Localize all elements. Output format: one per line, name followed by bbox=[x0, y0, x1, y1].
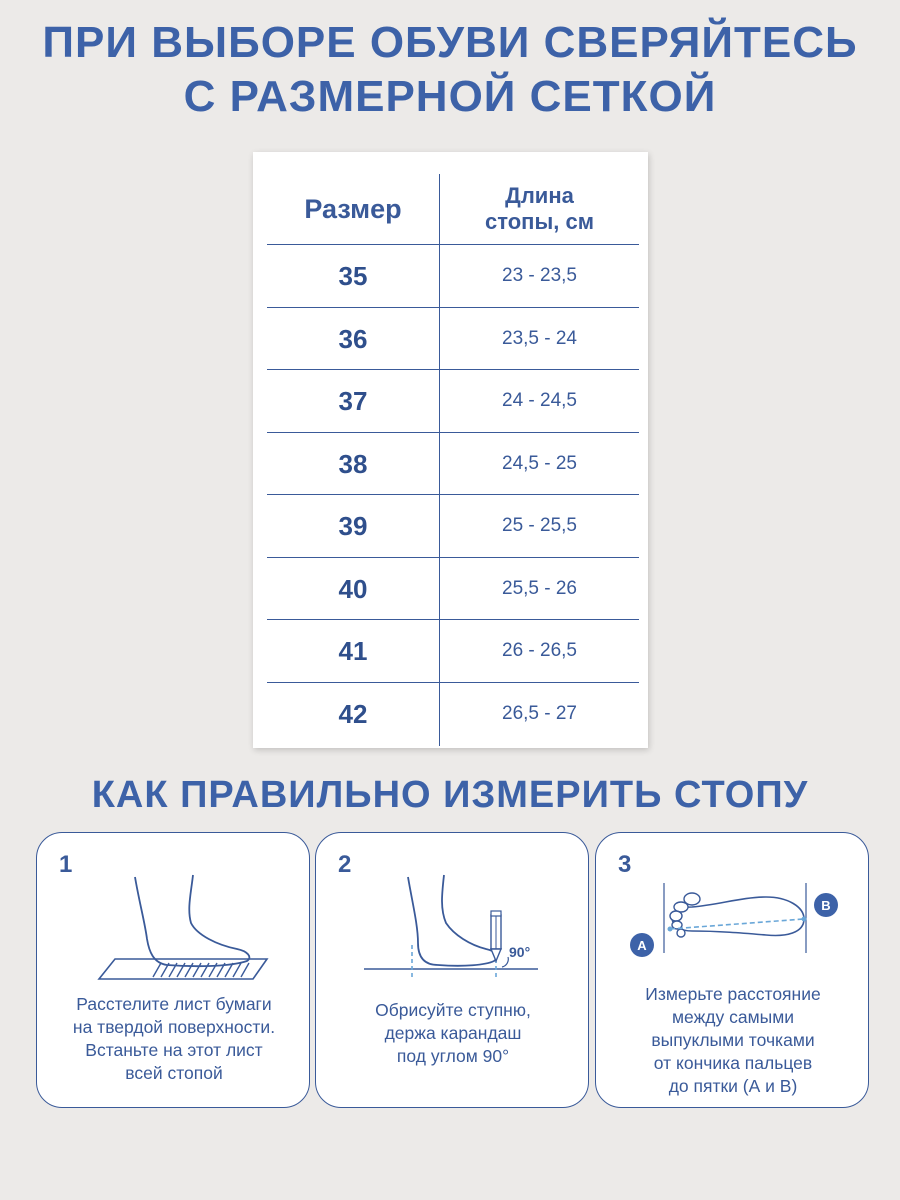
length-cell: 23 - 23,5 bbox=[502, 265, 577, 286]
step-card-2 bbox=[315, 832, 589, 1108]
point-b-label: B bbox=[821, 898, 831, 913]
table-row bbox=[267, 433, 639, 495]
step-number: 1 bbox=[59, 851, 73, 878]
step-number: 3 bbox=[618, 851, 632, 878]
size-cell: 39 bbox=[338, 511, 368, 541]
table-row bbox=[267, 495, 639, 557]
step-text-line: выпуклыми точками bbox=[651, 1030, 815, 1050]
size-cell: 36 bbox=[338, 323, 368, 354]
table-row bbox=[267, 683, 639, 745]
foot-outline-pencil-icon bbox=[346, 853, 560, 993]
step-card-1 bbox=[36, 832, 310, 1108]
table-row bbox=[267, 308, 639, 370]
step-text-line: Расстелите лист бумаги bbox=[76, 994, 272, 1014]
table-row bbox=[267, 558, 639, 620]
step-card-3 bbox=[595, 832, 869, 1108]
length-cell: 26 - 26,5 bbox=[502, 640, 577, 661]
length-cell: 24 - 24,5 bbox=[502, 390, 577, 411]
size-cell: 35 bbox=[338, 261, 368, 291]
step-text-line: между самыми bbox=[672, 1007, 794, 1027]
step-text-line: Измерьте расстояние bbox=[645, 984, 821, 1004]
table-row bbox=[267, 245, 639, 307]
size-table bbox=[253, 152, 648, 748]
length-cell: 25,5 - 26 bbox=[502, 577, 577, 599]
table-row bbox=[267, 620, 639, 682]
step-text-line: Встаньте на этот лист bbox=[85, 1040, 263, 1060]
foot-measure-icon bbox=[626, 853, 840, 993]
length-cell: 25 - 25,5 bbox=[502, 515, 577, 536]
size-cell: 42 bbox=[338, 698, 368, 729]
length-cell: 24,5 - 25 bbox=[502, 452, 577, 474]
table-row bbox=[267, 370, 639, 432]
column-header-length-line1: Длина bbox=[505, 183, 574, 208]
step-number: 2 bbox=[338, 851, 352, 878]
size-cell: 40 bbox=[338, 573, 368, 604]
step-text-line: держа карандаш bbox=[384, 1023, 522, 1043]
step-text-line: под углом 90° bbox=[396, 1046, 510, 1066]
section-title: КАК ПРАВИЛЬНО ИЗМЕРИТЬ СТОПУ bbox=[91, 774, 809, 816]
length-cell: 23,5 - 24 bbox=[502, 327, 577, 349]
size-cell: 41 bbox=[338, 636, 368, 666]
page-title-line1: ПРИ ВЫБОРЕ ОБУВИ СВЕРЯЙТЕСЬ bbox=[42, 18, 858, 67]
step-text-line: от кончика пальцев bbox=[653, 1053, 813, 1073]
angle-label: 90° bbox=[509, 944, 531, 960]
step-text bbox=[47, 993, 301, 1085]
size-cell: 37 bbox=[338, 386, 368, 416]
foot-on-paper-icon bbox=[67, 853, 281, 993]
size-cell: 38 bbox=[338, 448, 368, 479]
step-text-line: всей стопой bbox=[125, 1063, 223, 1083]
step-text bbox=[606, 983, 860, 1098]
length-cell: 26,5 - 27 bbox=[502, 702, 577, 724]
column-header-size: Размер bbox=[304, 193, 402, 224]
step-text-line: до пятки (А и В) bbox=[668, 1076, 798, 1096]
column-header-length-line2: стопы, см bbox=[485, 209, 594, 234]
step-text bbox=[326, 999, 580, 1068]
point-a-label: A bbox=[637, 938, 647, 953]
column-header-length bbox=[440, 174, 639, 244]
step-text-line: Обрисуйте ступню, bbox=[375, 1000, 531, 1020]
step-text-line: на твердой поверхности. bbox=[72, 1017, 276, 1037]
page-title-line2: С РАЗМЕРНОЙ СЕТКОЙ bbox=[183, 72, 717, 121]
